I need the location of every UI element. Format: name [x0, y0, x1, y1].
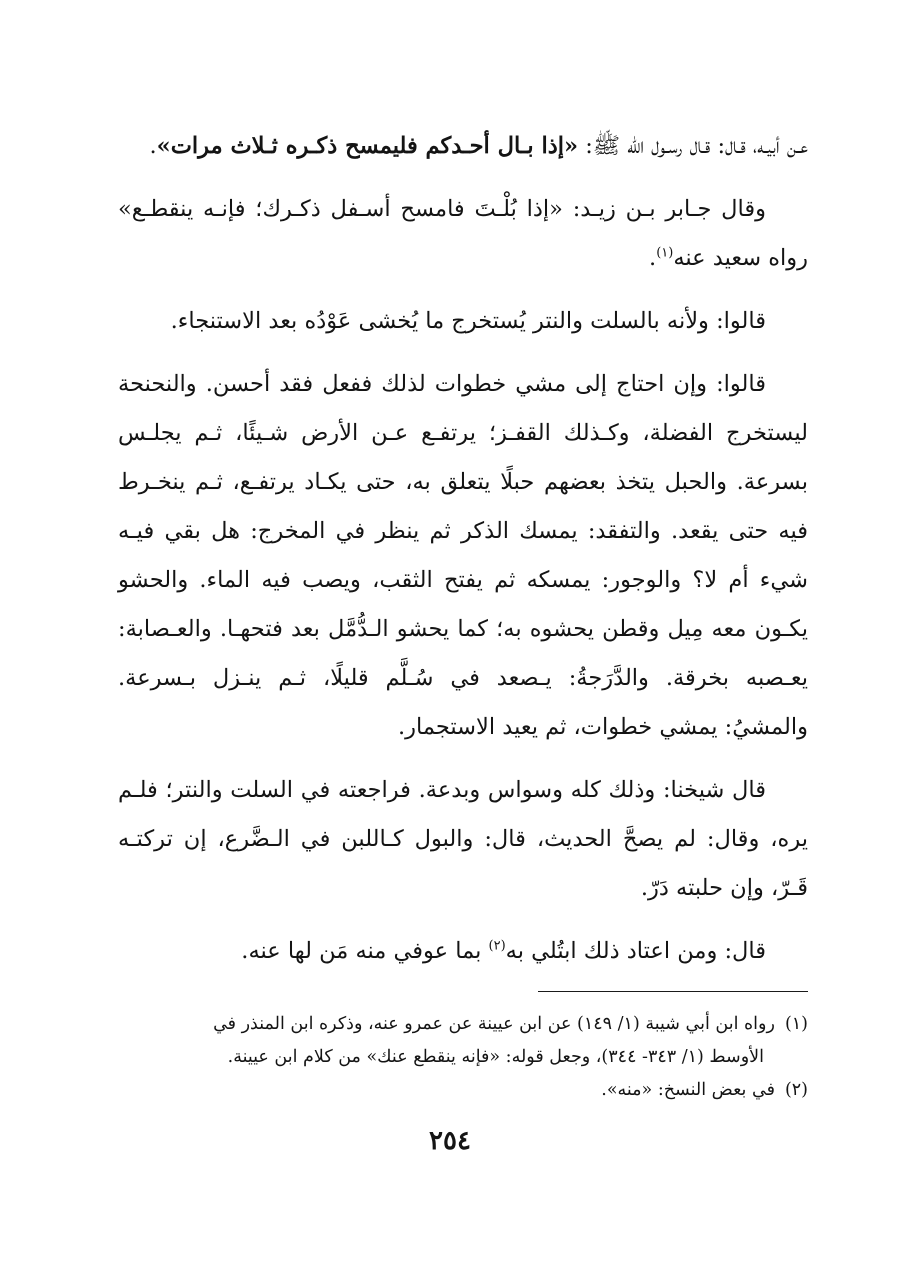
paragraph-4: قالوا: وإن احتاج إلى مشي خطوات لذلك ففعل فقد أحسن. والنحنحة ليستخرج الفضلة، وكـذلك القفـز؛ يرتفـع عـن الأرض شـيئًا، ثـم يجلـس بسرعة. والحبل يتخذ بعضهم حبلًا يتعلق به، حتى يكـاد يرتفـع، ثـم ينخـرط فيه حتى يقعد. والتفقد: يمسك الذكر ثم ينظر في المخرج: هل بقي فيـه شيء أم لا؟ والوجور: يمسكه ثم يفتح الثقب، ويصب فيه الماء. والحشو يكـون معه مِيل وقطن يحشوه به؛ كما يحشو الـدُّمَّل بعد فتحهـا. والعـصابة: يعـصبه بخرقة. والدَّرَجةُ: يـصعد في سُـلَّم قليلًا، ثـم ينـزل بـسرعة. والمشيُ: يمشي خطوات، ثم يعيد الاستجمار.: [118, 371, 808, 740]
paragraph-6-text: قال: ومن اعتاد ذلك ابتُلي به: [505, 938, 766, 964]
footnote-1-number: (١): [784, 1014, 808, 1034]
paragraph-2-text: وقال جـابر بـن زيـد: «إذا بُلْـتَ فامسح أسـفل ذكـرك؛ فإنـه ينقطـع» رواه سعيد عنه: [118, 196, 808, 271]
main-text: [118, 122, 808, 990]
paragraph-3: قالوا: ولأنه بالسلت والنتر يُستخرج ما يُخشى عَوْدُه بعد الاستنجاء.: [170, 308, 766, 334]
paragraph-6: [118, 927, 808, 976]
footnote-ref-2[interactable]: (٢): [488, 938, 506, 954]
footnote-ref-1[interactable]: (١): [656, 245, 674, 261]
page-number: ٢٥٤: [429, 1126, 471, 1156]
paragraph-2: [118, 185, 808, 283]
footnote-divider: [538, 991, 808, 992]
paragraph-2-tail: .: [649, 245, 657, 271]
footnote-1-continuation: الأوسط (١/ ٣٤٣- ٣٤٤)، وجعل قوله: «فإنه ينقطع عنك» من كلام ابن عيينة.: [227, 1047, 764, 1067]
paragraph-1-intro: عـن أبيـه، قـال: قـال رسـول الله ﷺ:: [578, 133, 808, 159]
footnote-2: [118, 1074, 808, 1107]
footnote-1: [118, 1008, 808, 1041]
paragraph-1-end: .: [149, 133, 157, 159]
paragraph-5: قال شيخنا: وذلك كله وسواس وبدعة. فراجعته في السلت والنتر؛ فلـم يره، وقال: لم يصحَّ الحديث، قال: والبول كـاللبن في الـضَّرع، إن تركتـه قَـرّ، وإن حلبته دَرّ.: [118, 777, 808, 901]
footnote-2-number: (٢): [784, 1080, 808, 1100]
hadith-quote: «إذا بـال أحـدكم فليمسح ذكـره ثـلاث مرات»: [156, 133, 579, 159]
paragraph-1: [118, 122, 808, 171]
paragraph-6-tail: بما عوفي منه مَن لها عنه.: [241, 938, 489, 964]
footnote-1-line1: رواه ابن أبي شيبة (١/ ١٤٩) عن ابن عيينة عن عمرو عنه، وذكره ابن المنذر في: [213, 1014, 775, 1034]
footnotes: [118, 1008, 808, 1107]
footnote-2-line1: في بعض النسخ: «منه».: [601, 1080, 775, 1100]
